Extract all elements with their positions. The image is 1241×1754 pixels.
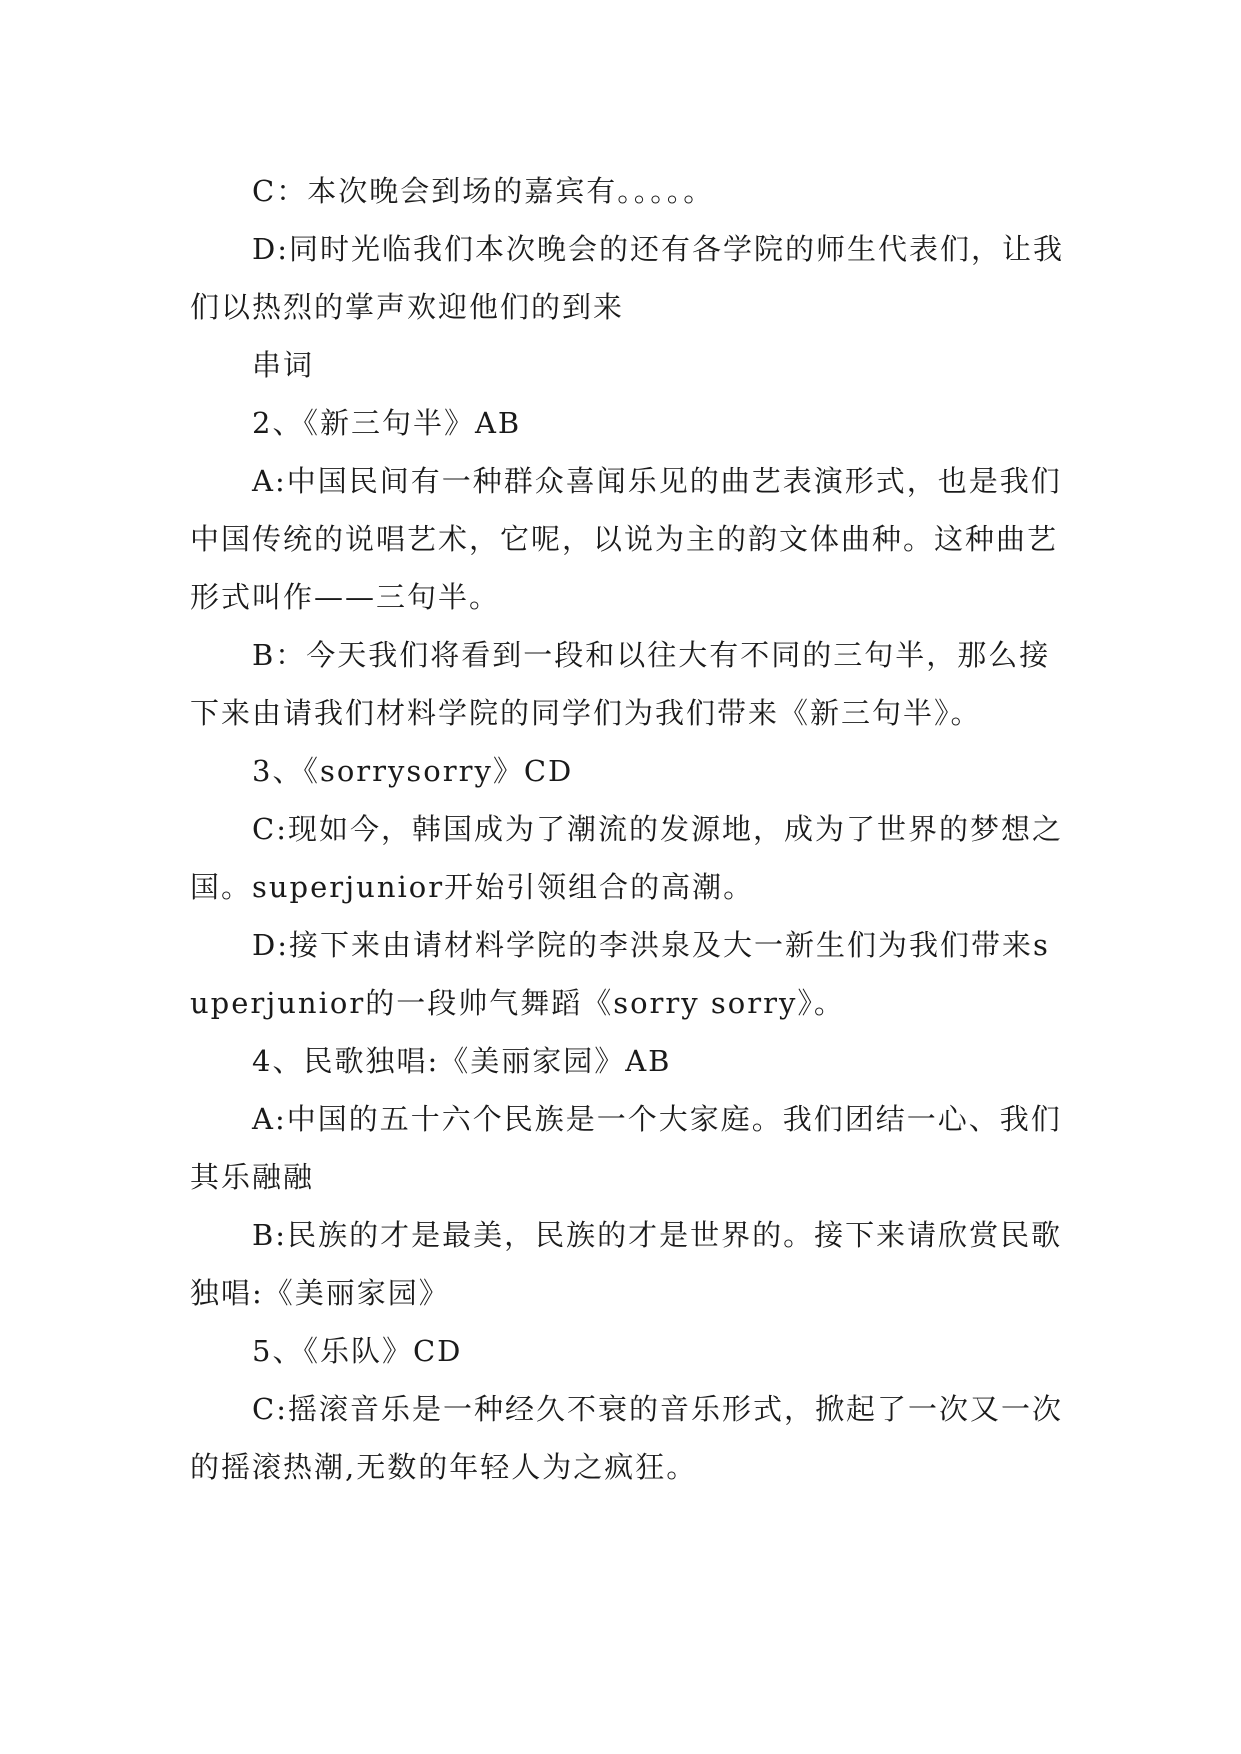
paragraph-2a: A:中国民间有一种群众喜闻乐见的曲艺表演形式，也是我们中国传统的说唱艺术，它呢，以说为主的韵文体曲种。这种曲艺形式叫作——三句半。 — [190, 464, 1062, 614]
program-title-5: 5、《乐队》CD — [252, 1334, 463, 1368]
paragraph-4b: B:民族的才是最美，民族的才是世界的。接下来请欣赏民歌独唱:《美丽家园》 — [190, 1218, 1063, 1310]
section-heading-chuanci: 串词 — [252, 348, 315, 382]
program-title-3: 3、《sorrysorry》CD — [252, 754, 574, 788]
paragraph-4a: A:中国的五十六个民族是一个大家庭。我们团结一心、我们其乐融融 — [190, 1102, 1062, 1194]
paragraph-3c: C:现如今，韩国成为了潮流的发源地，成为了世界的梦想之国。superjunior开始引领组合的高潮。 — [190, 812, 1063, 904]
paragraph-welcome: D:同时光临我们本次晚会的还有各学院的师生代表们，让我们以热烈的掌声欢迎他们的到来 — [190, 232, 1065, 324]
program-title-2: 2、《新三句半》AB — [252, 406, 522, 440]
paragraph-5c: C:摇滚音乐是一种经久不衰的音乐形式，掀起了一次又一次的摇滚热潮,无数的年轻人为之疯狂。 — [190, 1392, 1063, 1484]
paragraph-guests: C：本次晚会到场的嘉宾有。。。。。 — [252, 174, 715, 208]
paragraph-2b: B：今天我们将看到一段和以往大有不同的三句半，那么接下来由请我们材料学院的同学们为我们带来《新三句半》。 — [190, 638, 1051, 730]
program-title-4: 4、民歌独唱:《美丽家园》AB — [252, 1044, 672, 1078]
paragraph-3d: D:接下来由请材料学院的李洪泉及大一新生们为我们带来superjunior的一段帅气舞蹈《sorry sorry》。 — [190, 928, 1050, 1020]
document-body — [190, 162, 1070, 1496]
